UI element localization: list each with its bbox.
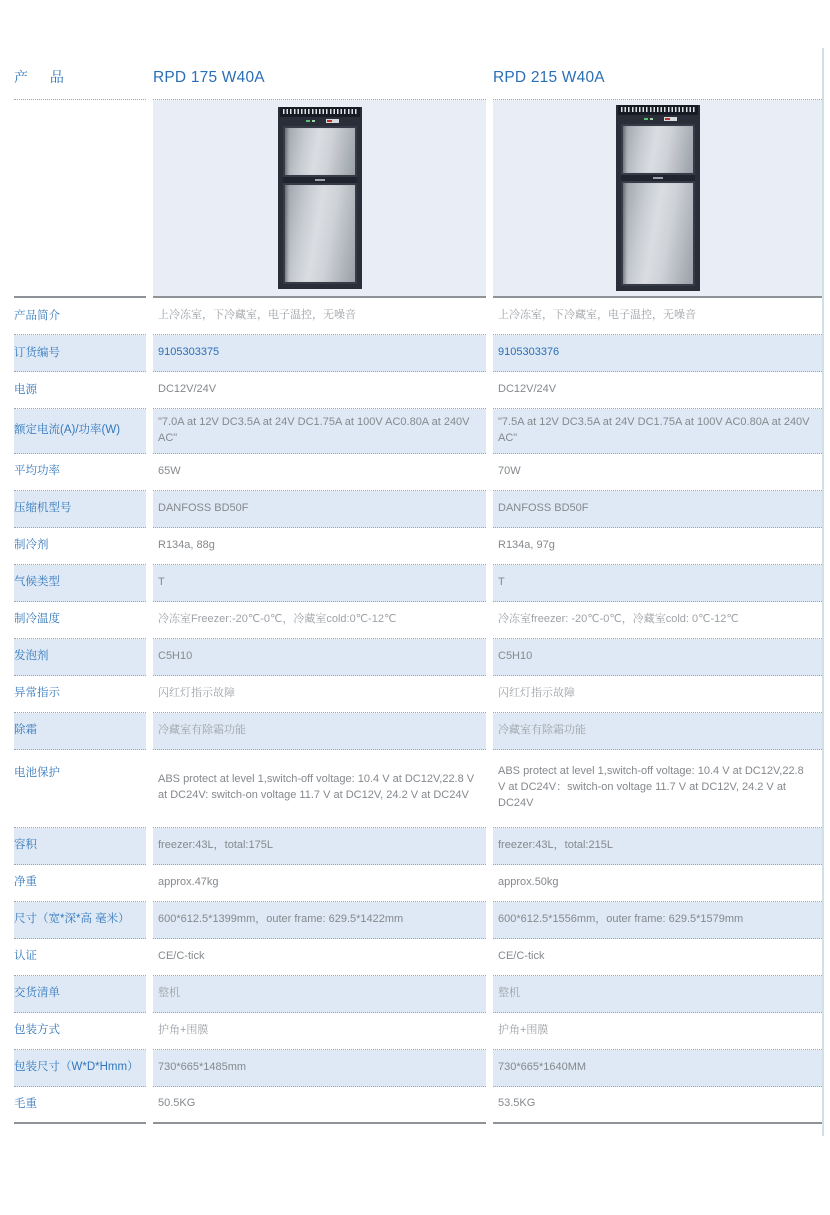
spec-value-col1: 护角+围膜 — [153, 1013, 486, 1050]
spec-label: 电池保护 — [14, 750, 146, 828]
spec-label: 交货清单 — [14, 976, 146, 1013]
spec-value-col2: R134a, 97g — [493, 528, 822, 565]
spec-value-col1: C5H10 — [153, 639, 486, 676]
spec-value-col2: T — [493, 565, 822, 602]
spec-label: 发泡剂 — [14, 639, 146, 676]
spec-label: 电源 — [14, 372, 146, 409]
door-divider — [283, 177, 357, 183]
door-divider — [621, 175, 695, 181]
fridge-vent-grille — [618, 105, 698, 115]
spec-row — [14, 1087, 830, 1124]
spec-value-col2: 70W — [493, 454, 822, 491]
spec-row — [14, 639, 830, 676]
spec-row — [14, 1013, 830, 1050]
spec-value-col2: freezer:43L，total:215L — [493, 828, 822, 865]
spec-value-col1: 600*612.5*1399mm，outer frame: 629.5*1422mm — [153, 902, 486, 939]
spec-value-col2: 冷冻室freezer: -20℃-0℃，冷藏室cold: 0℃-12℃ — [493, 602, 822, 639]
spec-row — [14, 1050, 830, 1087]
product2-title-cell — [493, 0, 822, 100]
green-led-icon — [306, 120, 310, 122]
photo-row-label-spacer — [14, 100, 146, 298]
spec-value-col1: "7.0A at 12V DC3.5A at 24V DC1.75A at 100V AC0.80A at 240V AC" — [153, 409, 486, 454]
spec-value-col2: 9105303376 — [493, 335, 822, 372]
products-header-cell — [14, 0, 146, 100]
spec-value-col2: "7.5A at 12V DC3.5A at 24V DC1.75A at 100V AC0.80A at 240V AC" — [493, 409, 822, 454]
products-header-label: 产 品 — [14, 69, 73, 85]
spec-value-col2: CE/C-tick — [493, 939, 822, 976]
spec-label: 包装尺寸（W*D*Hmm） — [14, 1050, 146, 1087]
product2-title: RPD 215 W40A — [493, 69, 605, 86]
spec-row — [14, 828, 830, 865]
spec-label: 净重 — [14, 865, 146, 902]
spec-value-col1: T — [153, 565, 486, 602]
green-led-icon — [312, 120, 315, 122]
spec-value-col2: 护角+围膜 — [493, 1013, 822, 1050]
spec-value-col1: DANFOSS BD50F — [153, 491, 486, 528]
spec-label: 压缩机型号 — [14, 491, 146, 528]
spec-value-col1: 冷冻室Freezer:-20℃-0℃，冷藏室cold:0℃-12℃ — [153, 602, 486, 639]
spec-value-col1: 上冷冻室，下冷藏室，电子温控，无噪音 — [153, 298, 486, 335]
spec-value-col2: 600*612.5*1556mm，outer frame: 629.5*1579mm — [493, 902, 822, 939]
brand-badge-icon — [664, 117, 677, 121]
spec-row — [14, 902, 830, 939]
fridge-control-panel — [620, 115, 696, 124]
spec-label: 平均功率 — [14, 454, 146, 491]
spec-label: 容积 — [14, 828, 146, 865]
freezer-door — [621, 124, 695, 175]
spec-row — [14, 298, 830, 335]
fridge-door — [283, 183, 357, 284]
spec-row — [14, 602, 830, 639]
fridge-vent-grille — [280, 107, 360, 117]
brand-badge-icon — [326, 119, 339, 123]
spec-label: 订货编号 — [14, 335, 146, 372]
spec-row — [14, 372, 830, 409]
spec-row — [14, 865, 830, 902]
spec-row — [14, 676, 830, 713]
green-led-icon — [650, 118, 653, 120]
spec-value-col2: 冷藏室有除霜功能 — [493, 713, 822, 750]
spec-value-col1: CE/C-tick — [153, 939, 486, 976]
refrigerator-image — [616, 105, 700, 291]
spec-value-col1: ABS protect at level 1,switch-off voltage: 10.4 V at DC12V,22.8 V at DC24V: switch-on voltage 11.7 V at DC12V, 24.2 V at DC24V — [153, 750, 486, 828]
spec-row — [14, 335, 830, 372]
spec-value-col2: 730*665*1640MM — [493, 1050, 822, 1087]
refrigerator-image — [278, 107, 362, 289]
spec-row — [14, 565, 830, 602]
spec-label: 制冷温度 — [14, 602, 146, 639]
spec-value-col1: 冷藏室有除霜功能 — [153, 713, 486, 750]
spec-label: 除霜 — [14, 713, 146, 750]
spec-value-col2: 53.5KG — [493, 1087, 822, 1124]
spec-row — [14, 409, 830, 454]
spec-value-col2: DC12V/24V — [493, 372, 822, 409]
product2-photo-panel — [493, 100, 822, 298]
spec-value-col1: 闪红灯指示故障 — [153, 676, 486, 713]
spec-value-col2: C5H10 — [493, 639, 822, 676]
spec-label: 尺寸（宽*深*高 毫米） — [14, 902, 146, 939]
product1-title-cell — [153, 0, 486, 100]
spec-value-col2: 上冷冻室，下冷藏室，电子温控，无噪音 — [493, 298, 822, 335]
spec-value-col1: freezer:43L，total:175L — [153, 828, 486, 865]
spec-value-col1: 9105303375 — [153, 335, 486, 372]
spec-value-col1: R134a, 88g — [153, 528, 486, 565]
spec-label: 认证 — [14, 939, 146, 976]
spec-label: 额定电流(A)/功率(W) — [14, 409, 146, 454]
spec-row — [14, 976, 830, 1013]
green-led-icon — [644, 118, 648, 120]
product1-title: RPD 175 W40A — [153, 69, 265, 86]
spec-label: 制冷剂 — [14, 528, 146, 565]
spec-row — [14, 491, 830, 528]
photo-row — [14, 100, 830, 298]
fridge-control-panel — [282, 117, 358, 126]
spec-value-col1: 50.5KG — [153, 1087, 486, 1124]
spec-value-col1: 65W — [153, 454, 486, 491]
spec-value-col1: DC12V/24V — [153, 372, 486, 409]
spec-row — [14, 454, 830, 491]
spec-label: 产品简介 — [14, 298, 146, 335]
spec-value-col2: 整机 — [493, 976, 822, 1013]
spec-row — [14, 750, 830, 828]
product1-photo-panel — [153, 100, 486, 298]
spec-row — [14, 528, 830, 565]
spec-row — [14, 939, 830, 976]
fridge-door — [621, 181, 695, 286]
spec-label: 包装方式 — [14, 1013, 146, 1050]
spec-label: 毛重 — [14, 1087, 146, 1124]
spec-label: 异常指示 — [14, 676, 146, 713]
spec-value-col2: DANFOSS BD50F — [493, 491, 822, 528]
spec-value-col2: approx.50kg — [493, 865, 822, 902]
spec-value-col1: 整机 — [153, 976, 486, 1013]
spec-value-col2: ABS protect at level 1,switch-off voltage: 10.4 V at DC12V,22.8 V at DC24V：switch-on voltage 11.7 V at DC12V, 24.2 V at DC24V — [493, 750, 822, 828]
spec-value-col1: approx.47kg — [153, 865, 486, 902]
freezer-door — [283, 126, 357, 177]
spec-value-col2: 闪红灯指示故障 — [493, 676, 822, 713]
spec-label: 气候类型 — [14, 565, 146, 602]
spec-row — [14, 713, 830, 750]
spec-value-col1: 730*665*1485mm — [153, 1050, 486, 1087]
header-row — [14, 0, 830, 100]
page-right-border — [822, 48, 824, 1136]
spec-table — [0, 298, 830, 1124]
